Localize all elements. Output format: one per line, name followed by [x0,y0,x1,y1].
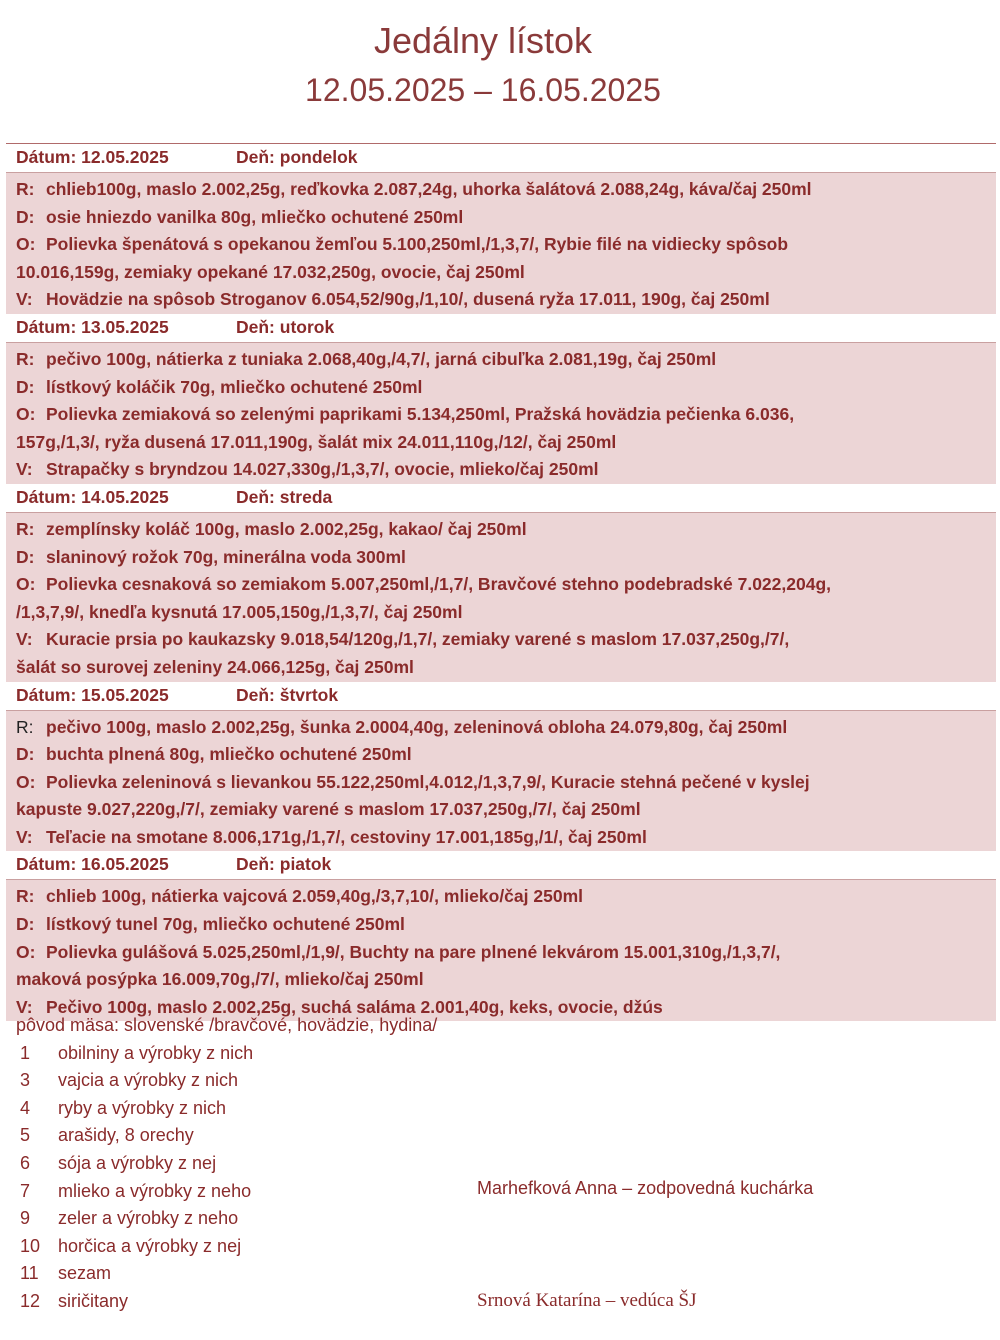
allergen-text: horčica a výrobky z nej [58,1235,242,1256]
meal-text: Strapačky s bryndzou 14.027,330g,/1,3,7/, ovocie, mlieko/čaj 250ml [46,459,599,480]
meal-text: Teľacie na smotane 8.006,171g,/1,7/, cestoviny 17.001,185g,/1/, čaj 250ml [46,826,647,847]
allergen-text: sezam [58,1263,112,1284]
allergen-item [16,1233,986,1261]
meal-text: 157g,/1,3/, ryža dusená 17.011,190g, šalát mix 24.011,110g,/12/, čaj 250ml [16,431,617,452]
meal-row [16,769,996,797]
day-date: Dátum: 12.05.2025 [16,147,169,167]
meal-row [16,346,996,374]
meal-text: kapuste 9.027,220g,/7/, zemiaky varené s maslom 17.037,250g,/7/, čaj 250ml [16,799,641,820]
meal-text: Pečivo 100g, maslo 2.002,25g, suchá saláma 2.001,40g, keks, ovocie, džús [46,996,663,1017]
allergen-number: 9 [20,1208,31,1229]
allergen-number: 11 [20,1263,39,1284]
meal-code: R: [16,179,35,199]
allergen-text: zeler a výrobky z neho [58,1208,239,1229]
meal-row [16,516,996,544]
day-header [6,484,996,513]
footer [16,1012,986,1316]
meal-row [16,599,996,627]
allergen-text: ryby a výrobky z nich [58,1097,227,1118]
meal-code: O: [16,234,36,255]
day-date: Dátum: 16.05.2025 [16,854,169,875]
meal-text: Polievka zemiaková so zelenými paprikami 5.134,250ml, Pražská hovädzia pečienka 6.036, [46,404,795,425]
meal-row [16,796,996,824]
meal-code: D: [16,914,35,935]
day-meals [6,343,996,484]
meal-row [16,374,996,402]
day-date: Dátum: 13.05.2025 [16,316,169,337]
meal-code: V: [16,996,33,1017]
allergen-number: 7 [20,1180,31,1201]
meat-origin: pôvod mäsa: slovenské /bravčové, hovädzie, hydina/ [16,1015,438,1035]
meal-text: Polievka špenátová s opekanou žemľou 5.100,250ml,/1,3,7/, Rybie filé na vidiecky spôsob [46,234,789,255]
day-date: Dátum: 14.05.2025 [16,486,169,507]
allergen-item [16,1095,986,1123]
meal-text: lístkový koláčik 70g, mliečko ochutené 250ml [46,376,423,397]
allergen-text: mlieko a výrobky z neho [58,1180,252,1201]
meal-row [16,654,996,682]
meal-row [16,883,996,911]
meal-text: pečivo 100g, nátierka z tuniaka 2.068,40g,/4,7/, jarná cibuľka 2.081,19g, čaj 250ml [46,348,717,369]
meal-code: D: [16,206,35,227]
meal-text: /1,3,7,9/, knedľa kysnutá 17.005,150g,/1,3,7/, čaj 250ml [16,601,463,622]
manager-signature: Srnová Katarína – vedúca ŠJ [477,1290,697,1311]
allergen-text: siričitany [58,1290,129,1311]
meal-code: V: [16,459,33,480]
day-name: Deň: pondelok [236,147,358,167]
meal-text: Hovädzie na spôsob Stroganov 6.054,52/90g,/1,10/, dusená ryža 17.011, 190g, čaj 250ml [46,289,770,310]
meal-code: R: [16,348,35,369]
day-header [6,851,996,880]
meal-code: D: [16,376,35,397]
allergen-text: sója a výrobky z nej [58,1152,217,1173]
meal-text: Polievka cesnaková so zemiakom 5.007,250ml,/1,7/, Bravčové stehno podebradské 7.022,204g, [46,574,832,595]
meal-code: O: [16,771,36,792]
meal-text: pečivo 100g, maslo 2.002,25g, šunka 2.0004,40g, zeleninová obloha 24.079,80g, čaj 250ml [46,716,788,737]
meal-row [16,286,996,314]
meal-text: šalát so surovej zeleniny 24.066,125g, čaj 250ml [16,656,414,677]
allergen-item [16,1040,986,1068]
weekly-menu [6,143,996,1021]
meal-text: osie hniezdo vanilka 80g, mliečko ochutené 250ml [46,206,464,227]
meal-code: R: [16,518,35,539]
meal-code: V: [16,826,33,847]
meal-text: 10.016,159g, zemiaky opekané 17.032,250g, ovocie, čaj 250ml [16,261,525,282]
meal-text: Polievka zeleninová s lievankou 55.122,250ml,4.012,/1,3,7,9/, Kuracie stehná pečené v kyslej [46,771,810,792]
day-name: Deň: štvrtok [236,684,339,705]
day-meals [6,711,996,852]
meal-code: O: [16,574,36,595]
day-name: Deň: piatok [236,854,332,875]
meal-text: buchta plnená 80g, mliečko ochutené 250ml [46,744,412,765]
allergen-number: 4 [20,1097,31,1118]
date-range: 12.05.2025 – 16.05.2025 [305,72,661,108]
allergen-number: 3 [20,1070,31,1091]
meal-row [16,966,996,994]
day-header [6,144,996,173]
allergen-item [16,1260,986,1288]
day-meals [6,513,996,682]
day-date: Dátum: 15.05.2025 [16,684,169,705]
meal-row [16,911,996,939]
day-header [6,682,996,711]
allergen-item [16,1122,986,1150]
meal-text: Polievka gulášová 5.025,250ml,/1,9/, Buchty na pare plnené lekvárom 15.001,310g,/1,3,7/, [46,941,781,962]
meal-row [16,231,996,259]
meal-row [16,204,996,232]
meal-row [16,824,996,852]
meal-text: lístkový tunel 70g, mliečko ochutené 250ml [46,914,405,935]
meal-code: D: [16,744,35,765]
meal-row [16,429,996,457]
meal-code: V: [16,629,33,650]
meal-code: R: [16,716,34,737]
meal-text: chlieb 100g, nátierka vajcová 2.059,40g,/3,7,10/, mlieko/čaj 250ml [46,886,583,907]
meal-row [16,456,996,484]
allergen-text: arašidy, 8 orechy [58,1125,194,1146]
meal-code: O: [16,404,36,425]
allergen-text: obilniny a výrobky z nich [58,1042,254,1063]
allergen-item [16,1150,986,1178]
allergen-number: 6 [20,1152,31,1173]
meal-row [16,741,996,769]
meal-row [16,571,996,599]
meal-code: O: [16,941,36,962]
allergen-item [16,1205,986,1233]
page-title: Jedálny lístok [373,20,593,61]
day-header [6,314,996,343]
day-meals [6,173,996,314]
meal-text: Kuracie prsia po kaukazsky 9.018,54/120g,/1,7/, zemiaky varené s maslom 17.037,250g,/7/, [46,629,790,650]
day-name: Deň: utorok [236,316,335,337]
allergen-text: vajcia a výrobky z nich [58,1070,239,1091]
day-name: Deň: streda [236,486,333,507]
allergen-item [16,1067,986,1095]
cook-signature: Marhefková Anna – zodpovedná kuchárka [477,1178,814,1198]
meal-code: D: [16,546,35,567]
meal-text: slaninový rožok 70g, minerálna voda 300ml [46,546,406,567]
allergen-number: 10 [20,1235,41,1256]
meal-row [16,176,996,204]
day-meals [6,880,996,1021]
meal-text: zemplínsky koláč 100g, maslo 2.002,25g, kakao/ čaj 250ml [46,518,527,539]
meal-text: chlieb100g, maslo 2.002,25g, reďkovka 2.087,24g, uhorka šalátová 2.088,24g, káva/čaj 250ml [46,179,812,199]
meal-text: maková posýpka 16.009,70g,/7/, mlieko/čaj 250ml [16,969,424,990]
meal-row [16,259,996,287]
meal-row [16,626,996,654]
meal-row [16,544,996,572]
allergen-number: 12 [20,1290,41,1311]
meal-code: V: [16,289,33,310]
meal-row [16,939,996,967]
meal-row [16,714,996,742]
meal-code: R: [16,886,35,907]
allergen-number: 5 [20,1125,31,1146]
allergen-number: 1 [20,1042,31,1063]
meal-row [16,401,996,429]
